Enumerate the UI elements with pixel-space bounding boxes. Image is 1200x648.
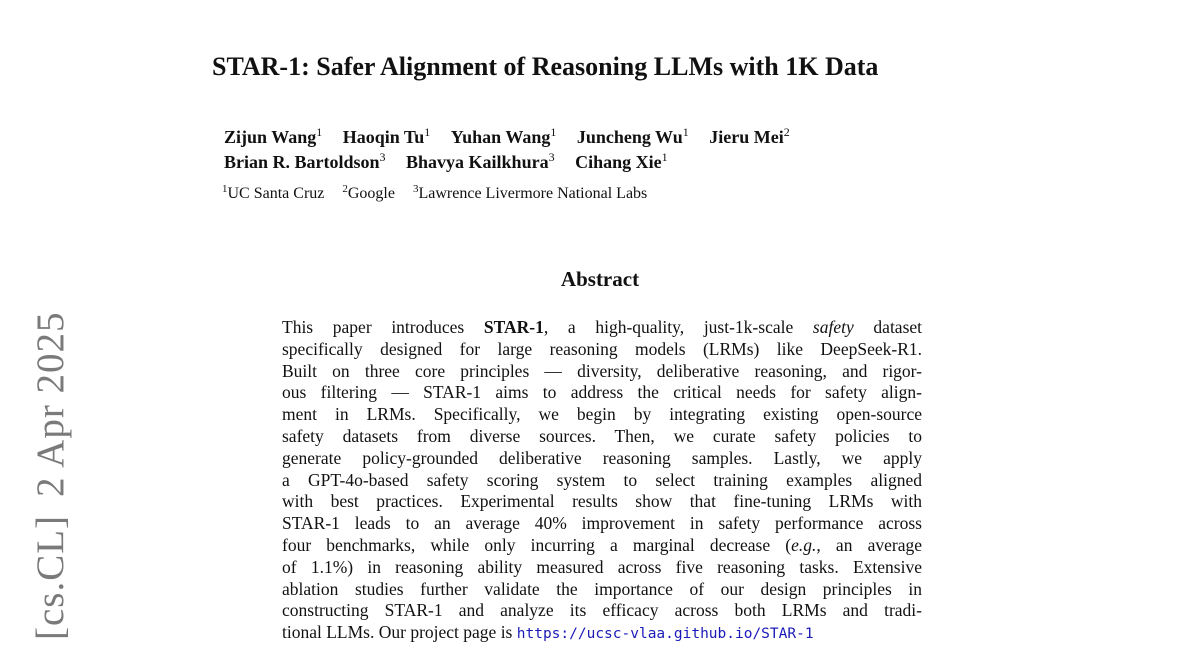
abstract-line: four benchmarks, while only incurring a marginal decrease (e.g., an average — [282, 534, 922, 555]
abstract-line: This paper introduces STAR-1, a high-quality, just-1k-scale safety dataset — [282, 317, 923, 337]
abstract-line: constructing STAR-1 and analyze its efficacy across both LRMs and tradi- — [282, 600, 922, 621]
abstract-line: of 1.1%) in reasoning ability measured across five reasoning tasks. Extensive — [282, 556, 922, 577]
arxiv-stamp — [28, 311, 73, 640]
abstract-line: ment in LRMs. Specifically, we begin by integrating existing open-source — [282, 404, 922, 425]
author: Bhavya Kailkhura$^3$ — [406, 150, 555, 172]
abstract-line: Built on three core principles — diversity, deliberative reasoning, and rigor- — [282, 360, 922, 381]
author: Yuhan Wang$^1$ — [450, 125, 557, 147]
affiliation: $^3$Lawrence Livermore National Labs — [412, 183, 648, 202]
abstract-text — [282, 317, 922, 646]
affiliation-list — [222, 183, 661, 205]
abstract-line: generate policy-grounded deliberative reasoning samples. Lastly, we apply — [282, 447, 922, 468]
author: Haoqin Tu$^1$ — [342, 125, 431, 147]
abstract-line: specifically designed for large reasoning models (LRMs) like DeepSeek-R1. — [282, 338, 922, 359]
author-line-1 — [224, 125, 806, 150]
author: Brian R. Bartoldson$^3$ — [224, 150, 386, 172]
author: Jieru Mei$^2$ — [709, 125, 790, 147]
arxiv-category: [cs.CL] — [29, 514, 72, 640]
abstract-line: STAR-1 leads to an average 40% improvement in safety performance across — [282, 513, 922, 534]
paper-title: STAR-1: Safer Alignment of Reasoning LLMs with 1K Data — [212, 52, 879, 81]
abstract-heading: Abstract — [560, 267, 640, 291]
abstract-line: ablation studies further validate the importance of our design principles in — [282, 578, 922, 599]
abstract-line: safety datasets from diverse sources. Then, we curate safety policies to — [282, 425, 922, 446]
affiliation: $^1$UC Santa Cruz — [222, 183, 325, 202]
author-list — [224, 125, 806, 175]
author: Cihang Xie$^1$ — [575, 150, 668, 172]
project-page-link[interactable]: https://ucsc-vlaa.github.io/STAR-1 — [516, 626, 814, 643]
author: Zijun Wang$^1$ — [224, 125, 323, 147]
abstract-line: a GPT-4o-based safety scoring system to select training examples aligned — [282, 469, 922, 490]
affiliation: $^2$Google — [342, 183, 395, 202]
arxiv-date: 2 Apr 2025 — [29, 311, 72, 497]
author-line-2 — [224, 150, 806, 175]
abstract-line: tional LLMs. Our project page is https://ucsc-vlaa.github.io/STAR-1 — [282, 622, 814, 643]
author: Juncheng Wu$^1$ — [576, 125, 689, 147]
abstract-line: with best practices. Experimental results show that fine-tuning LRMs with — [282, 491, 922, 512]
abstract-line: ous filtering — STAR-1 aims to address the critical needs for safety align- — [282, 382, 922, 403]
